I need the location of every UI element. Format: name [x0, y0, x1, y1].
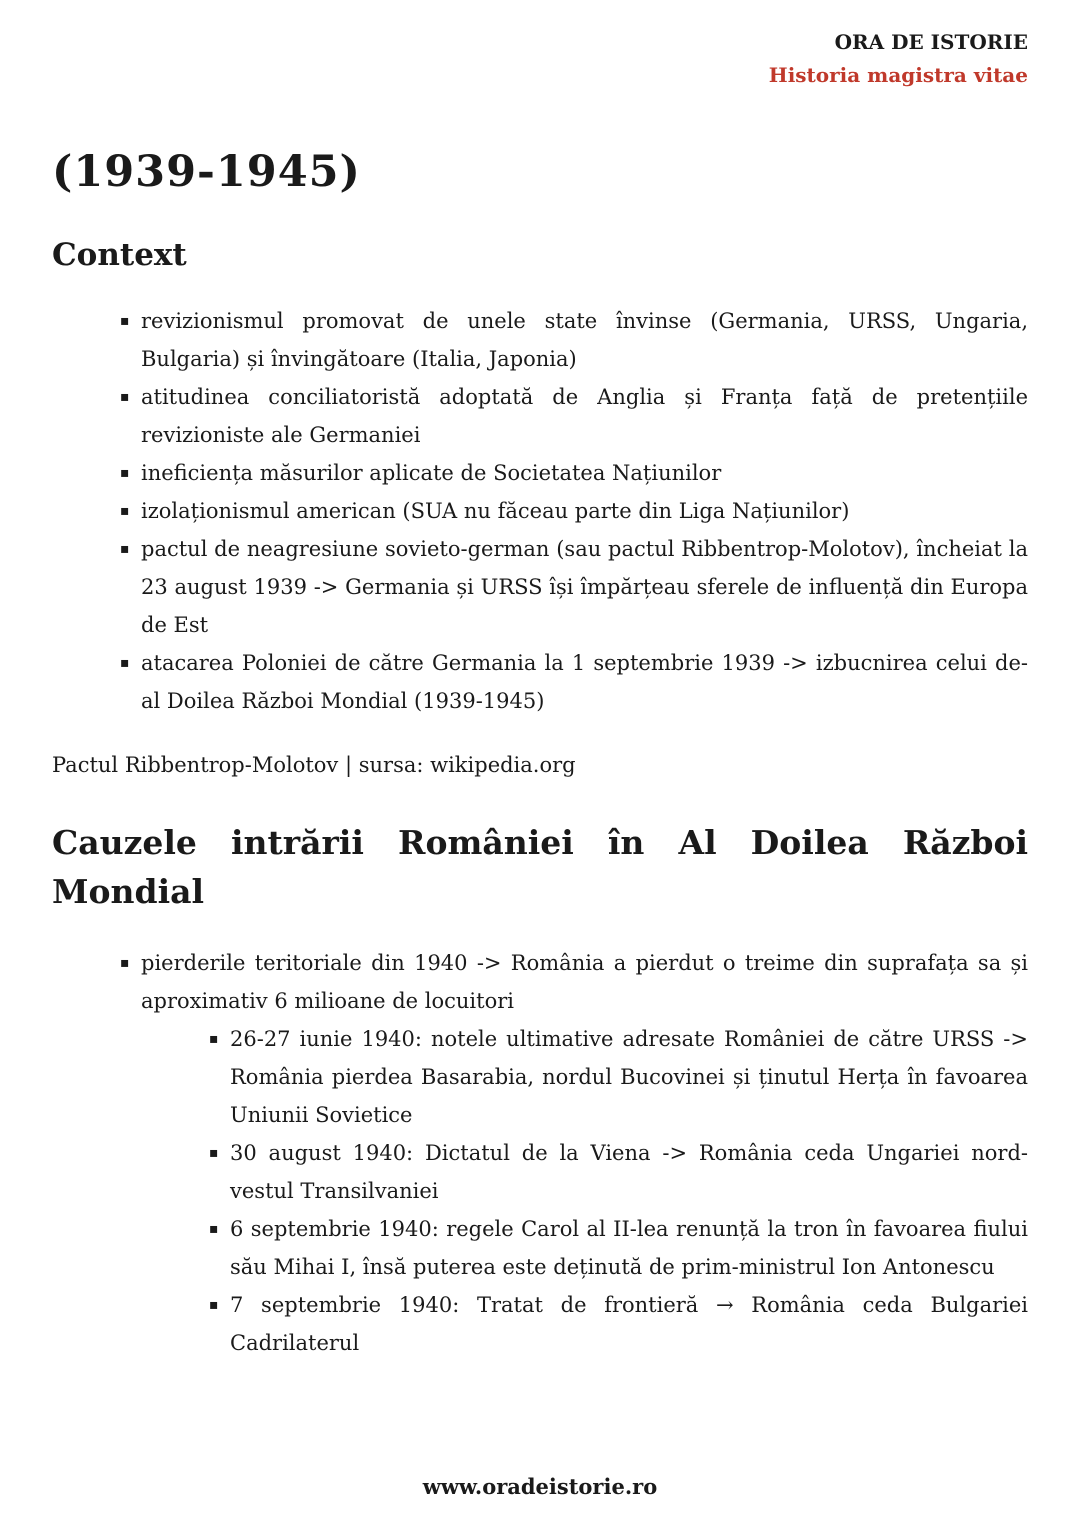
context-list: [52, 302, 1028, 720]
list-item-text: pierderile teritoriale din 1940 -> România a pierdut o treime din suprafața sa și aproximativ 6 milioane de locuitori: [141, 950, 1028, 1013]
bullet-icon: ▪: [120, 502, 130, 519]
bullet-icon: ▪: [209, 1296, 219, 1313]
list-item: [52, 454, 1028, 492]
bullet-icon: ▪: [120, 388, 130, 405]
bullet-icon: ▪: [120, 954, 130, 971]
list-item: [52, 944, 1028, 1020]
list-item-text: atitudinea conciliatoristă adoptată de Anglia și Franța față de pretențiile revizioniste ale Germaniei: [141, 384, 1028, 447]
site-tagline: Historia magistra vitae: [768, 63, 1028, 87]
bullet-icon: ▪: [120, 312, 130, 329]
list-item-text: 26-27 iunie 1940: notele ultimative adresate României de către URSS -> România pierdea Basarabia, nordul Bucovinei și ținutul Herța în favoarea Uniunii Sovietice: [230, 1026, 1028, 1127]
bullet-icon: ▪: [120, 540, 130, 557]
site-header: [52, 26, 1028, 92]
page-title: (1939-1945): [52, 147, 361, 197]
image-caption: Pactul Ribbentrop-Molotov | sursa: wikipedia.org: [52, 752, 576, 777]
list-item-sub: [52, 1210, 1028, 1286]
list-item: [52, 530, 1028, 644]
list-item: [52, 492, 1028, 530]
section-heading-causes: Cauzele intrării României în Al Doilea Război Mondial: [52, 822, 1028, 911]
list-item-text: 7 septembrie 1940: Tratat de frontieră → România ceda Bulgariei Cadrilaterul: [230, 1292, 1028, 1355]
list-item-text: ineficiența măsurilor aplicate de Societatea Națiunilor: [141, 460, 722, 485]
list-item-text: 6 septembrie 1940: regele Carol al II-lea renunță la tron în favoarea fiului său Mihai I, însă puterea este deținută de prim-ministrul Ion Antonescu: [230, 1216, 1028, 1279]
section-heading-context: Context: [52, 236, 187, 273]
list-item-sub: [52, 1020, 1028, 1134]
list-item-sub: [52, 1134, 1028, 1210]
list-item-text: 30 august 1940: Dictatul de la Viena -> România ceda Ungariei nord-vestul Transilvaniei: [230, 1140, 1028, 1203]
list-item-text: pactul de neagresiune sovieto-german (sau pactul Ribbentrop-Molotov), încheiat la 23 august 1939 -> Germania și URSS își împărțeau sferele de influență din Europa de Est: [141, 536, 1028, 637]
list-item-text: revizionismul promovat de unele state învinse (Germania, URSS, Ungaria, Bulgaria) și învingătoare (Italia, Japonia): [141, 308, 1028, 371]
list-item-text: atacarea Poloniei de către Germania la 1 septembrie 1939 -> izbucnirea celui de-al Doilea Război Mondial (1939-1945): [141, 650, 1028, 713]
list-item: [52, 644, 1028, 720]
bullet-icon: ▪: [209, 1220, 219, 1237]
bullet-icon: ▪: [209, 1030, 219, 1047]
causes-list: [52, 944, 1028, 1362]
bullet-icon: ▪: [120, 654, 130, 671]
list-item: [52, 378, 1028, 454]
bullet-icon: ▪: [209, 1144, 219, 1161]
bullet-icon: ▪: [120, 464, 130, 481]
site-title: ORA DE ISTORIE: [834, 30, 1028, 54]
list-item: [52, 302, 1028, 378]
list-item-text: izolaționismul american (SUA nu făceau parte din Liga Națiunilor): [141, 498, 850, 523]
footer-url: www.oradeistorie.ro: [422, 1474, 658, 1499]
list-item-sub: [52, 1286, 1028, 1362]
